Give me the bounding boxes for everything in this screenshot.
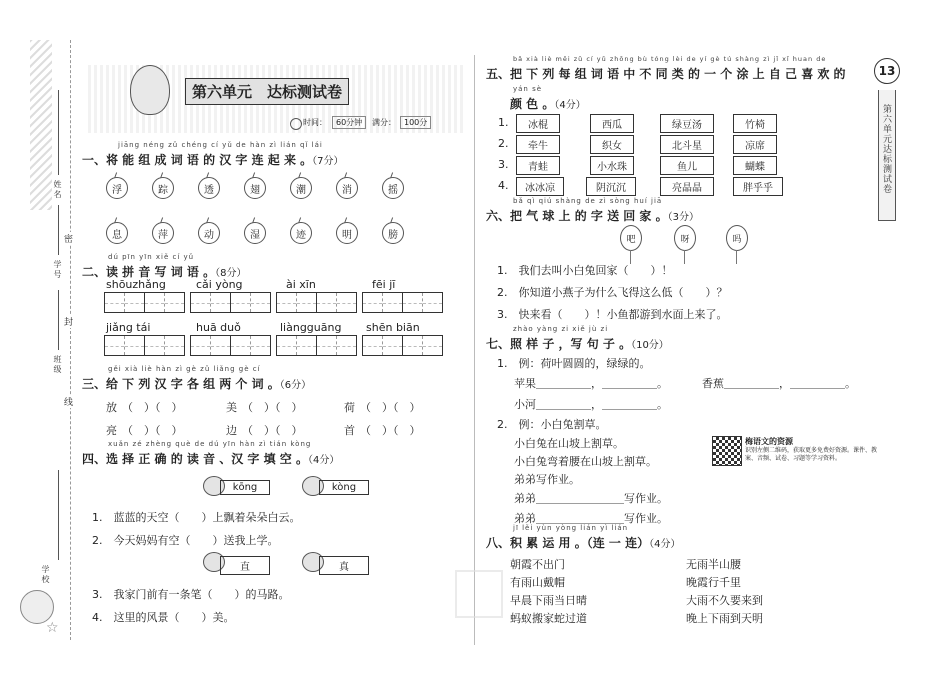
margin-label-class: 班级 — [53, 355, 62, 375]
s6-pinyin: bǎ qì qiú shàng de zì sòng huí jiā — [513, 197, 663, 205]
margin-hatch — [30, 40, 52, 210]
word-box[interactable]: 西瓜 — [590, 114, 634, 133]
balloon-string — [736, 250, 737, 264]
char-leaf[interactable]: 消 — [336, 177, 358, 199]
writing-grid[interactable] — [276, 335, 357, 356]
s4-title: 四、选 择 正 确 的 读 音 、汉 字 填 空 。（4分） — [82, 452, 340, 466]
score-label: 满分： — [372, 118, 396, 127]
margin-label-id: 学号 — [53, 260, 62, 280]
s5-pinyin2: yán sè — [513, 85, 543, 93]
answer-blank[interactable]: （ ）（ ） — [242, 424, 303, 437]
example: 小白兔弯着腰在山坡上割草。 — [514, 455, 657, 468]
writing-grid[interactable] — [104, 335, 185, 356]
proverb-right[interactable]: 大雨不久要来到 — [686, 594, 763, 607]
char-leaf[interactable]: 明 — [336, 222, 358, 244]
example: 1. 例：荷叶圆圆的，绿绿的。 — [497, 357, 651, 370]
s7-title: 七、照 样 子 ，写 句 子 。（10分） — [486, 337, 669, 351]
star-icon: ☆ — [46, 620, 59, 636]
question: 3. 我家门前有一条笔（ ）的马路。 — [92, 588, 290, 601]
word-box[interactable]: 冰棍 — [516, 114, 560, 133]
writing-grid[interactable] — [362, 335, 443, 356]
watermark-seal — [455, 570, 503, 618]
margin-line-class[interactable] — [58, 290, 59, 350]
word-box[interactable]: 牵牛 — [516, 135, 560, 154]
s1-row1 — [106, 177, 406, 201]
writing-grid[interactable] — [104, 292, 185, 313]
answer-line[interactable]: 小河＿＿＿＿＿，＿＿＿＿＿。 — [514, 398, 668, 411]
s7-pinyin: zhào yàng zi xiě jù zi — [513, 325, 609, 333]
word-box[interactable]: 阴沉沉 — [586, 177, 636, 196]
question: 3. 快来看（ ）！小鱼都游到水面上来了。 — [497, 308, 728, 321]
char-leaf[interactable]: 萍 — [152, 222, 174, 244]
word-box[interactable]: 凉席 — [733, 135, 777, 154]
margin-label-school: 学校 — [41, 565, 50, 585]
writing-grid[interactable] — [190, 335, 271, 356]
answer-line[interactable]: 苹果＿＿＿＿＿，＿＿＿＿＿。 — [514, 377, 668, 390]
char-leaf[interactable]: 动 — [198, 222, 220, 244]
word-char: 亮 — [106, 424, 117, 437]
proverb-right[interactable]: 晚上下雨到天明 — [686, 612, 763, 625]
s2-title: 二、读 拼 音 写 词 语 。（8分） — [82, 265, 247, 279]
char-leaf[interactable]: 迹 — [290, 222, 312, 244]
row-number: 2. — [498, 137, 509, 150]
pinyin-word: shēn biān — [366, 321, 420, 334]
char-leaf[interactable]: 透 — [198, 177, 220, 199]
word-box[interactable]: 北斗星 — [660, 135, 714, 154]
question: 1. 蓝蓝的天空（ ）上飘着朵朵白云。 — [92, 511, 301, 524]
pinyin-option-kong4: kòng — [319, 480, 369, 495]
char-option-zhen: 真 — [319, 556, 369, 575]
char-leaf[interactable]: 翅 — [244, 177, 266, 199]
sentence: 弟弟写作业。 — [514, 473, 580, 486]
answer-blank[interactable]: （ ）（ ） — [122, 401, 183, 414]
char-leaf[interactable]: 潮 — [290, 177, 312, 199]
proverb-left[interactable]: 有雨山戴帽 — [510, 576, 565, 589]
side-tab-label: 第六单元达标测试卷 — [881, 104, 891, 194]
s4-pinyin: xuǎn zé zhèng què de dú yīn hàn zì tián kòng — [108, 440, 312, 448]
example: 2. 例：小白兔割草。 — [497, 418, 607, 431]
answer-blank[interactable]: （ ）（ ） — [242, 401, 303, 414]
s5-title2: 颜 色 。（4分） — [510, 97, 586, 111]
s1-row2 — [106, 222, 406, 246]
writing-grid[interactable] — [190, 292, 271, 313]
proverb-left[interactable]: 早晨下雨当日晴 — [510, 594, 587, 607]
char-leaf[interactable]: 息 — [106, 222, 128, 244]
writing-grid[interactable] — [276, 292, 357, 313]
word-box[interactable]: 绿豆汤 — [660, 114, 714, 133]
s3-pinyin: gěi xià liè hàn zì gè zǔ liǎng gè cí — [108, 365, 261, 373]
qr-code-icon[interactable] — [712, 436, 742, 466]
cut-mark-seal: 密 — [64, 232, 73, 245]
score-value: 100分 — [400, 116, 431, 129]
qr-text: 识别左侧二维码，获取更多免费好资源。课件、教案、音频、试卷、习题等学习资料。 — [745, 447, 878, 462]
s2-pinyin: dú pīn yīn xiě cí yǔ — [108, 253, 195, 261]
question: 2. 你知道小燕子为什么飞得这么低（ ）？ — [497, 286, 728, 299]
cut-mark-seal-2: 封 — [64, 315, 73, 328]
answer-line[interactable]: 香蕉＿＿＿＿＿，＿＿＿＿＿。 — [702, 377, 856, 390]
proverb-left[interactable]: 蚂蚁搬家蛇过道 — [510, 612, 587, 625]
row-number: 1. — [498, 116, 509, 129]
word-char: 首 — [344, 424, 355, 437]
word-box[interactable]: 小水珠 — [590, 156, 634, 175]
proverb-left[interactable]: 朝霞不出门 — [510, 558, 565, 571]
pinyin-word: fēi jī — [372, 278, 396, 291]
question: 2. 今天妈妈有空（ ）送我上学。 — [92, 534, 279, 547]
margin-line-school[interactable] — [58, 470, 59, 560]
balloon[interactable]: 吗 — [726, 225, 748, 251]
s1-title: 一、将 能 组 成 词 语 的 汉 字 连 起 来 。（7分） — [82, 153, 344, 167]
word-box[interactable]: 鱼儿 — [660, 156, 714, 175]
pinyin-option-kong1: kōng — [220, 480, 270, 495]
s8-pinyin: jī lěi yùn yòng lián yì lián — [513, 524, 629, 532]
proverb-right[interactable]: 晚霞行千里 — [686, 576, 741, 589]
balloon[interactable]: 吧 — [620, 225, 642, 251]
char-leaf[interactable]: 湿 — [244, 222, 266, 244]
time-label: 时间： — [303, 118, 327, 127]
word-box[interactable]: 竹椅 — [733, 114, 777, 133]
word-char: 荷 — [344, 401, 355, 414]
qr-title: 梅语文的资源 — [745, 437, 793, 446]
word-box[interactable]: 织女 — [590, 135, 634, 154]
page-number: 13 — [874, 58, 900, 84]
s6-title: 六、把 气 球 上 的 字 送 回 家 。（3分） — [486, 209, 699, 223]
s5-pinyin: bǎ xià liè měi zǔ cí yǔ zhōng bù tóng lèi de yí gè tú shàng zì jǐ xǐ huan de — [513, 55, 827, 63]
answer-blank[interactable]: （ ）（ ） — [122, 424, 183, 437]
example: 小白兔在山坡上割草。 — [514, 437, 624, 450]
word-char: 放 — [106, 401, 117, 414]
balloon[interactable]: 呀 — [674, 225, 696, 251]
pinyin-word: ài xīn — [286, 278, 316, 291]
row-number: 4. — [498, 179, 509, 192]
question: 4. 这里的风景（ ）美。 — [92, 611, 235, 624]
char-leaf[interactable]: 膀 — [382, 222, 404, 244]
answer-line[interactable]: 弟弟＿＿＿＿＿＿＿＿写作业。 — [514, 492, 668, 505]
pinyin-word: jiǎng tái — [106, 321, 151, 334]
pinyin-word: cǎi yòng — [196, 278, 243, 291]
word-box[interactable]: 胖乎乎 — [733, 177, 783, 196]
char-leaf[interactable]: 踪 — [152, 177, 174, 199]
clock-icon — [290, 118, 302, 130]
page-divider — [474, 55, 475, 645]
s8-title: 八、积 累 运 用 。（连 一 连）（4分） — [486, 536, 681, 550]
proverb-right[interactable]: 无雨半山腰 — [686, 558, 741, 571]
word-char: 边 — [226, 424, 237, 437]
char-leaf[interactable]: 浮 — [106, 177, 128, 199]
word-char: 美 — [226, 401, 237, 414]
char-option-zhi: 直 — [220, 556, 270, 575]
word-box[interactable]: 蝴蝶 — [733, 156, 777, 175]
question: 1. 我们去叫小白兔回家（ ）！ — [497, 264, 673, 277]
answer-blank[interactable]: （ ）（ ） — [360, 401, 421, 414]
time-value: 60分钟 — [332, 116, 366, 129]
margin-line-name[interactable] — [58, 90, 59, 175]
s1-pinyin: jiāng néng zǔ chéng cí yǔ de hàn zì lián qǐ lái — [118, 141, 323, 149]
s5-title: 五、把 下 列 每 组 词 语 中 不 同 类 的 一 个 涂 上 自 己 喜 欢 的 — [486, 67, 846, 81]
answer-blank[interactable]: （ ）（ ） — [360, 424, 421, 437]
word-box[interactable]: 亮晶晶 — [660, 177, 714, 196]
balloon-string — [684, 250, 685, 264]
pinyin-word: huā duǒ — [196, 321, 241, 334]
margin-line-id[interactable] — [58, 205, 59, 255]
mascot-icon — [130, 65, 170, 115]
mascot-bottom-icon — [20, 590, 54, 624]
writing-grid[interactable] — [362, 292, 443, 313]
margin-dashed-line — [70, 40, 71, 640]
answer-line[interactable]: 弟弟＿＿＿＿＿＿＿＿写作业。 — [514, 512, 668, 525]
s3-title: 三、给 下 列 汉 字 各 组 两 个 词 。（6分） — [82, 377, 312, 391]
pinyin-word: shōuzhǎng — [106, 278, 166, 291]
row-number: 3. — [498, 158, 509, 171]
margin-label-name: 姓名 — [53, 180, 62, 200]
word-box[interactable]: 青蛙 — [516, 156, 560, 175]
pinyin-word: liàngguāng — [280, 321, 342, 334]
page-title: 第六单元 达标测试卷 — [185, 78, 349, 105]
word-box[interactable]: 冰冰凉 — [516, 177, 564, 196]
char-leaf[interactable]: 摇 — [382, 177, 404, 199]
cut-mark-line: 线 — [64, 395, 73, 408]
